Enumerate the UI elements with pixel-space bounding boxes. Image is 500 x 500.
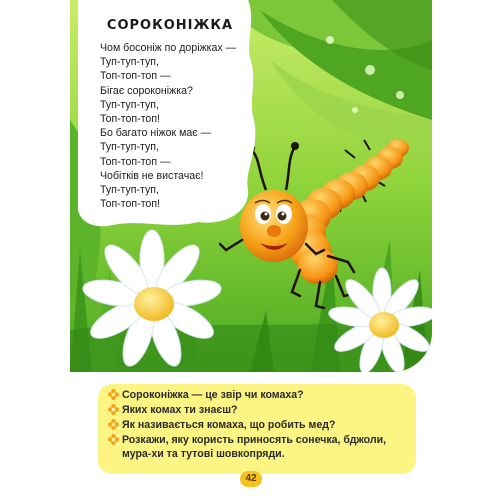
question-text: Як називається комаха, що робить мед? — [122, 419, 336, 431]
question-item — [108, 388, 408, 402]
poem-text — [100, 41, 260, 211]
question-item — [108, 433, 408, 461]
poem-line: Чобітків не вистачає! — [100, 169, 204, 182]
poem-line: Туп-туп-туп, — [100, 141, 159, 154]
question-text: Яких комах ти знаєш? — [122, 404, 238, 416]
poem-line: Бігає сороконіжка? — [100, 84, 193, 97]
question-text: Сороконіжка — це звір чи комаха? — [122, 389, 304, 401]
flower-bullet-icon — [108, 404, 119, 415]
flower-bullet-icon — [108, 419, 119, 430]
poem-line: Туп-туп-туп, — [100, 56, 159, 69]
questions-panel — [98, 384, 416, 474]
question-text: Розкажи, яку користь приносять сонечка, бджоли, мура-хи та тутові шовкопряди. — [122, 434, 387, 460]
poem-line: Туп-туп-туп, — [100, 184, 159, 197]
poem-line: Чом босоніж по доріжках — — [100, 42, 237, 54]
poem-line: Топ-топ-топ! — [100, 198, 160, 211]
poem-line: Бо багато ніжок має — — [100, 127, 212, 140]
question-item — [108, 418, 408, 432]
poem-title: СОРОКОНІЖКА — [106, 18, 234, 33]
page-number: 42 — [240, 471, 262, 487]
question-item — [108, 403, 408, 417]
flower-bullet-icon — [108, 434, 119, 445]
flower-bullet-icon — [108, 389, 119, 400]
poem-line: Топ-топ-топ — — [100, 70, 171, 83]
poem-line: Топ-топ-топ — — [100, 155, 171, 168]
poem-line: Топ-топ-топ! — [100, 113, 160, 126]
poem-line: Туп-туп-туп, — [100, 98, 159, 111]
